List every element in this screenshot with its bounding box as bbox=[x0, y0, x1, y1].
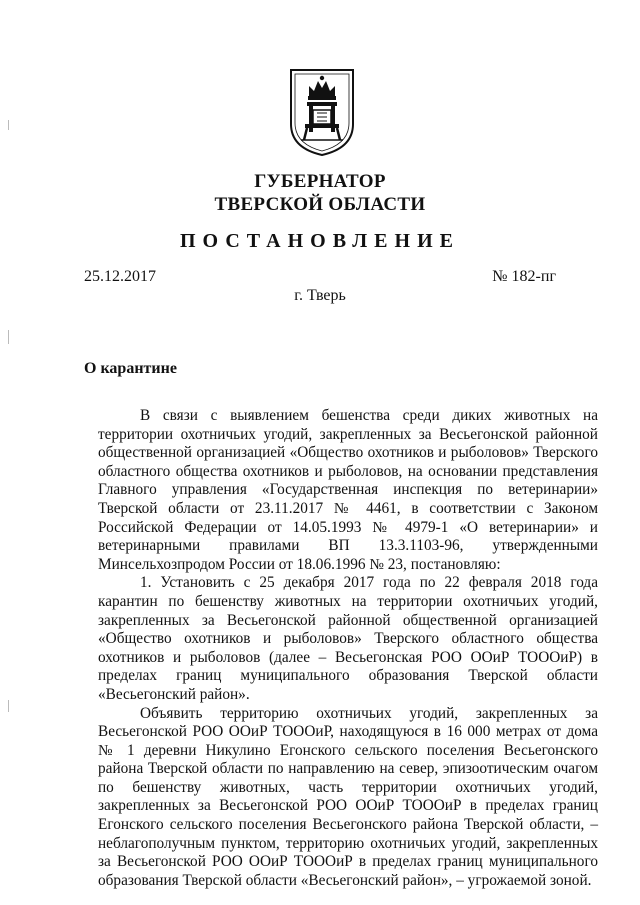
document-city: г. Тверь bbox=[294, 287, 346, 304]
paragraph: В связи с выявлением бешенства среди диких животных на территории охотничьих угодий, закрепленных за Весьегонской районной общественной организацией «Общество охотников и рыболовов» Тверского областного общества охотников и рыболовов, на основании представления Главного управления «Государственная инспекция по ветеринарии» Тверской области от 23.11.2017 № 4461, в соответствии с Законом Российской Федерации от 14.05.1993 № 4979-1 «О ветеринарии» и ветеринарными правилами ВП 13.3.1103-96, утвержденными Минсельхозпродом России от 18.06.1996 № 23, постановляю: bbox=[98, 407, 598, 573]
scan-margin-mark bbox=[8, 330, 9, 344]
issuer-region: ТВЕРСКОЙ ОБЛАСТИ bbox=[214, 194, 426, 215]
document-type: ПОСТАНОВЛЕНИЕ bbox=[180, 230, 460, 252]
document-subject: О карантине bbox=[84, 360, 177, 377]
scan-margin-mark bbox=[8, 120, 9, 130]
document-number: № 182-пг bbox=[492, 268, 556, 285]
issuer-title: ГУБЕРНАТОР bbox=[254, 171, 386, 192]
paragraph: 1. Установить с 25 декабря 2017 года по 22 февраля 2018 года карантин по бешенству животных на территории охотничьих угодий, закрепленных за Весьегонской районной общественной организацией «Общество охотников и рыболовов» Тверского областного общества охотников и рыболовов (далее – Весьегонская РОО ООиР ТОООиР) в пределах границ муниципального образования Тверской области «Весьегонский район». bbox=[98, 574, 598, 703]
document-date: 25.12.2017 bbox=[84, 268, 156, 285]
document-body bbox=[98, 407, 598, 890]
coat-of-arms-icon bbox=[287, 66, 357, 158]
paragraph: Объявить территорию охотничьих угодий, закрепленных за Весьегонской РОО ООиР ТОООиР, находящуюся в 16 000 метрах от дома № 1 деревни Никулино Егонского сельского поселения Весьегонского района Тверской области по направлению на север, эпизоотическим очагом по бешенству животных, часть территории охотничьих угодий, закрепленных за Весьегонской РОО ООиР ТОООиР в пределах границ Егонского сельского поселения Весьегонского района Тверской области, – неблагополучным пунктом, территорию охотничьих угодий, закрепленных за Весьегонской РОО ООиР ТОООиР в пределах границ муниципального образования Тверской области «Весьегонский район», – угрожаемой зоной. bbox=[98, 704, 598, 889]
scan-margin-mark bbox=[8, 700, 9, 712]
